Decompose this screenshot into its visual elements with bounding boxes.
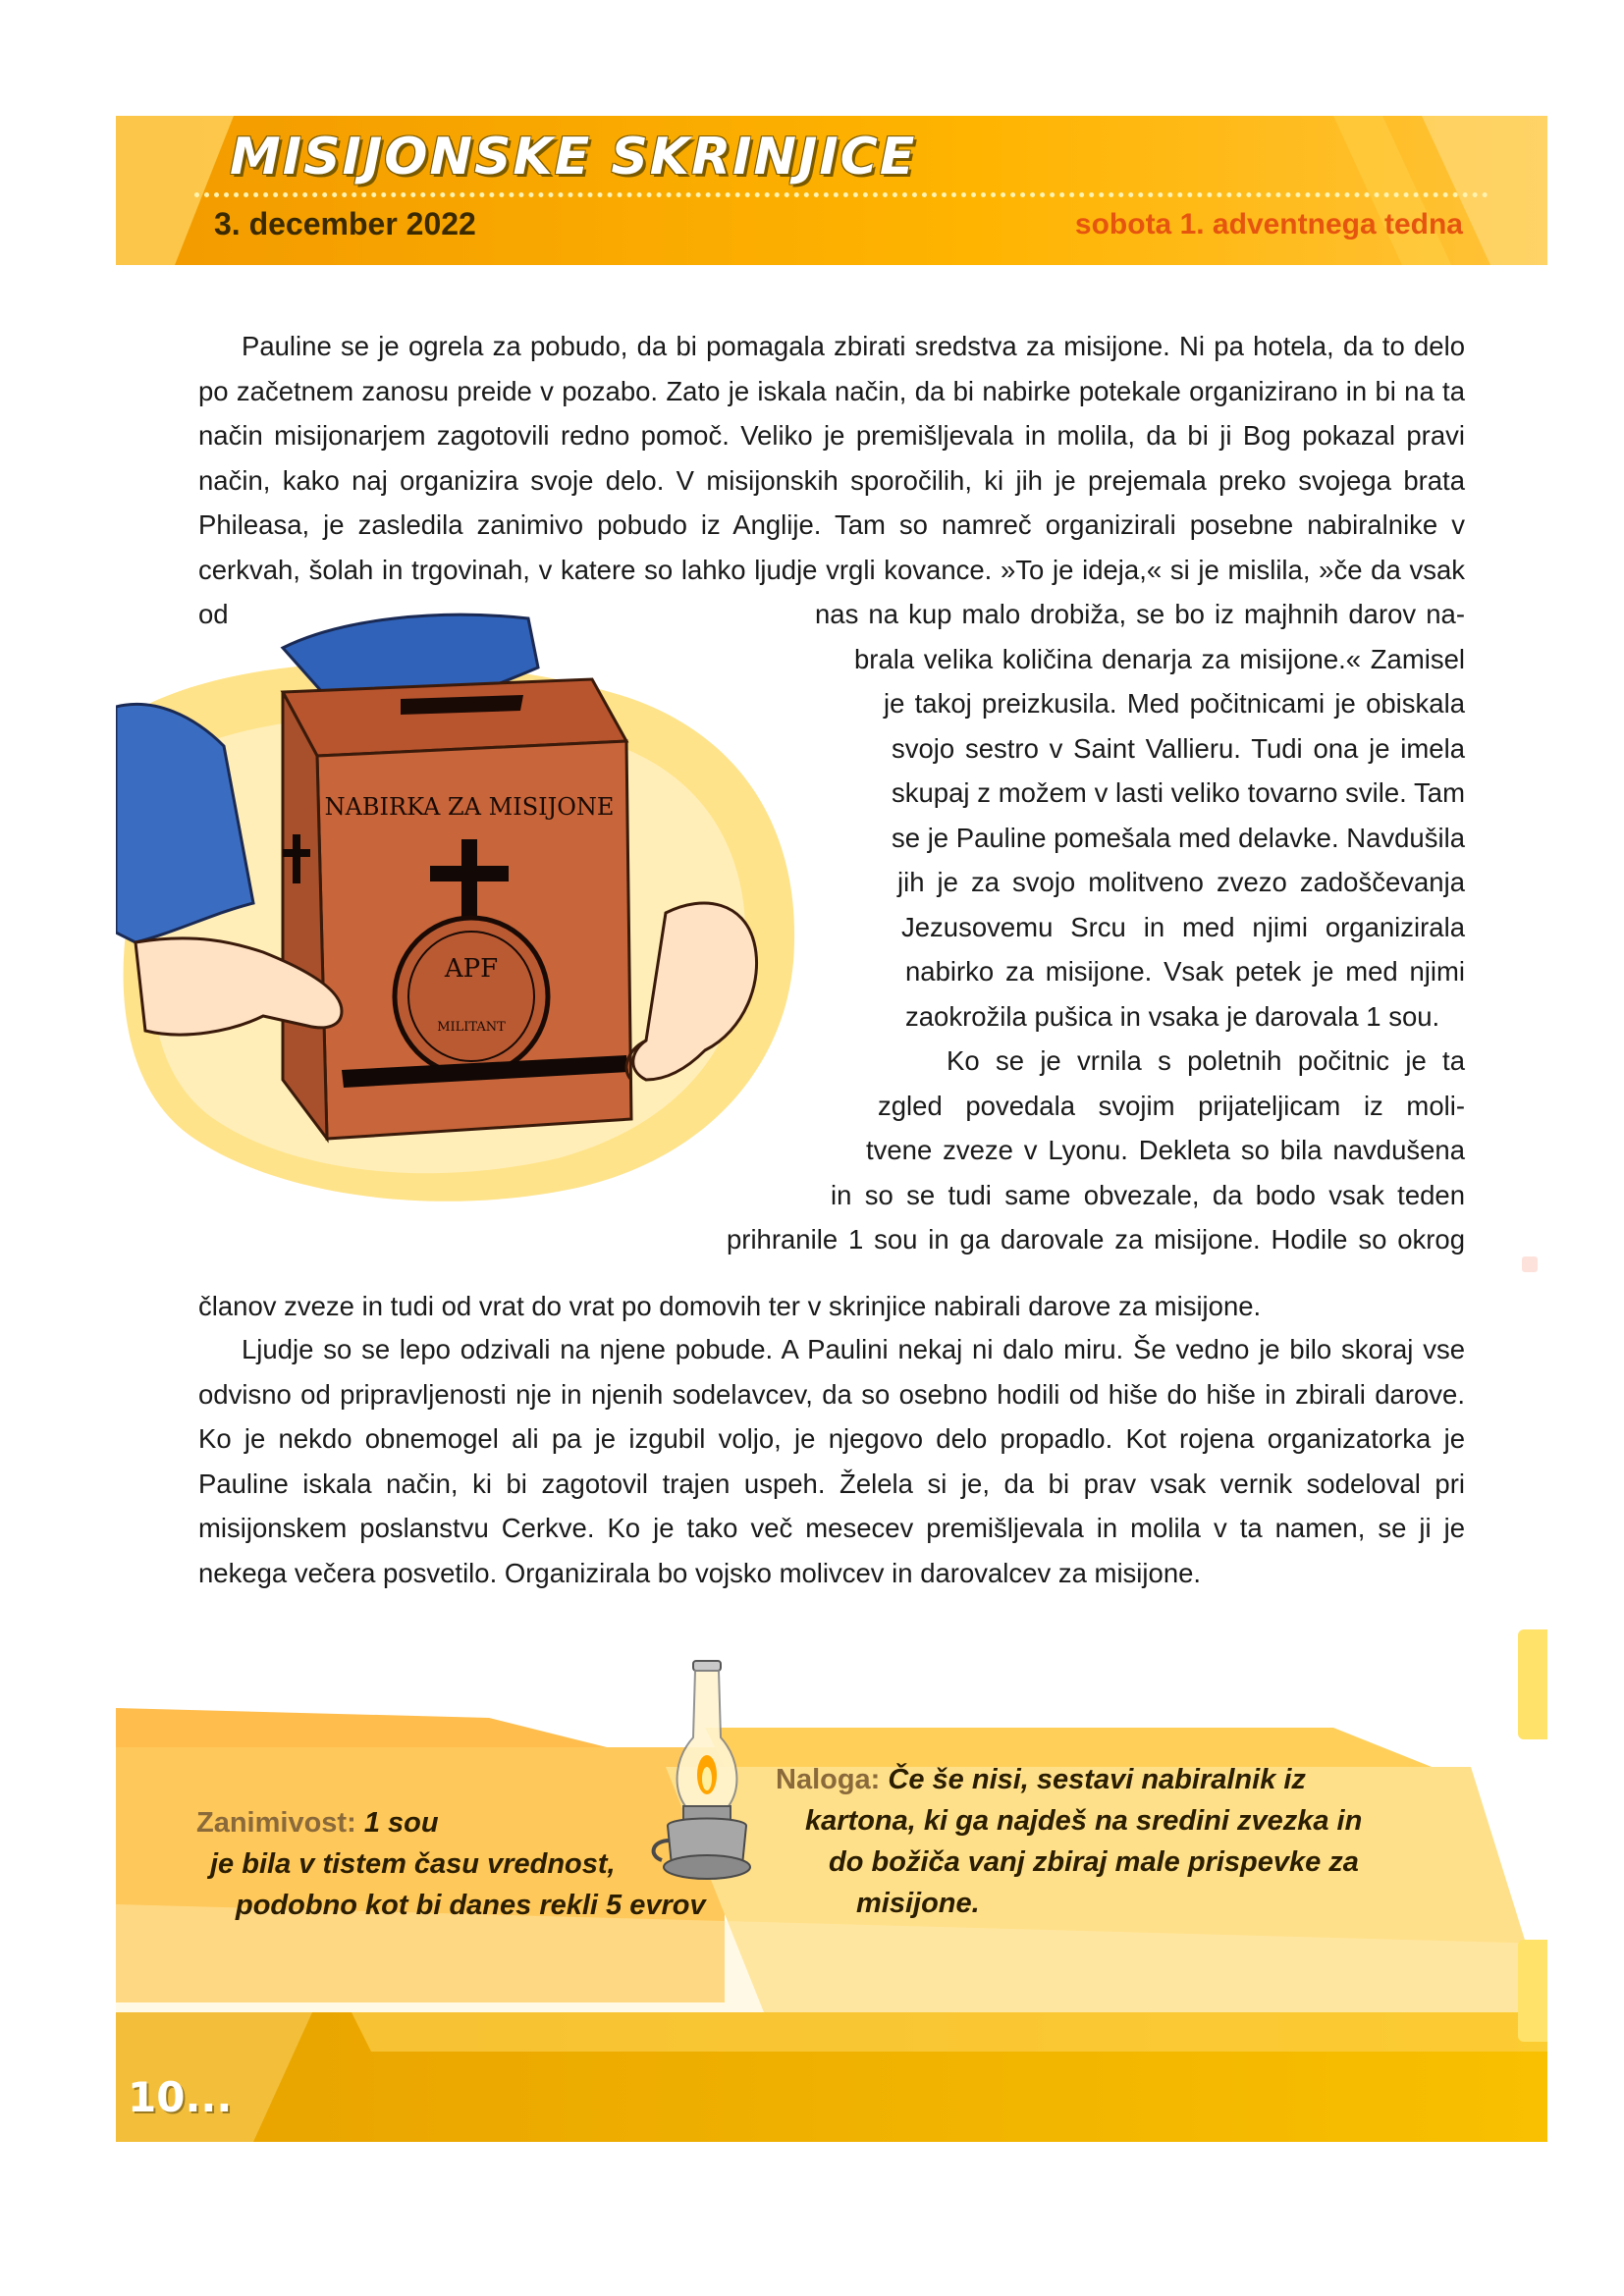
page-edge-tab [1518, 1940, 1547, 2042]
text-line: Jezusovemu Srcu in med njimi organizirala [901, 911, 1465, 942]
text-line: je takoj preizkusila. Med počitnicami je obiskala [884, 688, 1465, 719]
seal-text-bottom: MILITANT [437, 1020, 506, 1035]
task-text: Če še nisi, sestavi nabiralnik iz [888, 1764, 1306, 1795]
text-line: jih je za svojo molitveno zvezo zadoščevanja [897, 867, 1465, 897]
header-subtitle: sobota 1. adventnega tedna [1074, 208, 1463, 240]
article-paragraph-3: Ljudje so se lepo odzivali na njene pobude. A Paulini nekaj ni dalo miru. Še vedno je bilo skoraj vse odvisno od pripravljenosti nje in njenih sodelavcev, da so osebno hodili od hiše do hiše in zbirali darove. Ko je nekdo obnemogel ali pa je izgubil voljo, je njegovo delo propadlo. Kot rojena organizatorka je Pauline iskala način, ki bi zagotovil trajen uspeh. Želela si je, da bi prav vsak vernik sodeloval pri misijonskem poslanstvu Cerkve. Ko je tako več mesecev premišljevala in molila v ta namen, se ji je nekega večera posvetilo. Organizirala bo vojsko molivcev in darovalcev za misijone. [198, 1334, 1465, 1588]
page-edge-tab [1518, 1629, 1547, 1739]
task-box [776, 1759, 1384, 1924]
header-date: 3. december 2022 [214, 206, 476, 241]
box-seal [395, 918, 548, 1075]
footer-band [116, 2012, 1547, 2142]
task-label: Naloga: [776, 1764, 881, 1795]
article-paragraph-1-wrap [727, 592, 1465, 1262]
fun-fact-text: 1 sou [363, 1807, 439, 1839]
seal-text-top: APF [444, 954, 499, 984]
collection-box-illustration [116, 609, 862, 1217]
text-line: brala velika količina denarja za misijone.« Zamisel [854, 643, 1465, 674]
fun-fact-line: podobno kot bi danes rekli 5 evrov [236, 1890, 706, 1921]
header-divider [194, 192, 1489, 197]
text-line: in so se tudi same obvezale, da bodo vsak teden [831, 1179, 1465, 1210]
text-line: svojo sestro v Saint Vallieru. Tudi ona je imela [892, 732, 1465, 764]
text-line: nabirko za misijone. Vsak petek je med njimi [905, 956, 1465, 987]
text-line: zaokrožila pušica in vsaka je darovala 1 sou. [905, 1000, 1440, 1032]
page-number: 10... [128, 2073, 233, 2121]
margin-mark [1522, 1256, 1538, 1272]
fun-fact-line: je bila v tistem času vrednost, [210, 1848, 616, 1880]
text-line: nas na kup malo drobiža, se bo iz majhnih darov na- [815, 599, 1465, 629]
article-paragraph-1: Pauline se je ogrela za pobudo, da bi pomagala zbirati sredstva za misijone. Ni pa hotela, da to delo po začetnem zanosu preide v pozabo. Zato je iskala način, da bi nabirke potekale organizirano in bi na ta način misijonarjem zagotovili redno pomoč. Veliko je premišljevala in molila, da bi ji Bog pokazal pravi način, kako naj organizira svoje delo. V misijonskih sporočilih, ki jih je prejemala preko svojega brata Phileasa, je zasledila zanimivo pobudo iz Anglije. Tam so namreč organizirali posebne nabiralnike v cerkvah, šolah in trgovinah, v katere so lahko ljudje vrgli kovance. »To je ideja,« si je mislila, »če da vsak od [198, 331, 1465, 629]
task-line: misijone. [856, 1888, 980, 1919]
header-band [116, 116, 1547, 265]
task-line: do božiča vanj zbiraj male prispevke za [829, 1846, 1359, 1878]
fun-fact-label: Zanimivost: [196, 1807, 356, 1839]
text-line: skupaj z možem v lasti veliko tovarno svile. Tam [892, 777, 1465, 808]
text-line: prihranile 1 sou in ga darovale za misijone. Hodile so okrog [727, 1224, 1465, 1255]
text-line: tvene zveze v Lyonu. Dekleta so bila navdušena [866, 1135, 1465, 1165]
text-line: se je Pauline pomešala med delavke. Navdušila [892, 822, 1465, 853]
box-label: NABIRKA ZA MISIJONE [324, 793, 615, 821]
article-paragraph-2: članov zveze in tudi od vrat do vrat po domovih ter v skrinjice nabirali darove za misijone. [198, 1291, 1262, 1321]
task-line: kartona, ki ga najdeš na sredini zvezka in [805, 1805, 1363, 1837]
text-line: zgled povedala svojim prijateljicam iz moli- [878, 1090, 1465, 1121]
page-title: MISIJONSKE SKRINJICE [230, 128, 917, 187]
fun-fact [196, 1802, 707, 1926]
text-line: Ko se je vrnila s poletnih počitnic je ta [947, 1045, 1465, 1076]
